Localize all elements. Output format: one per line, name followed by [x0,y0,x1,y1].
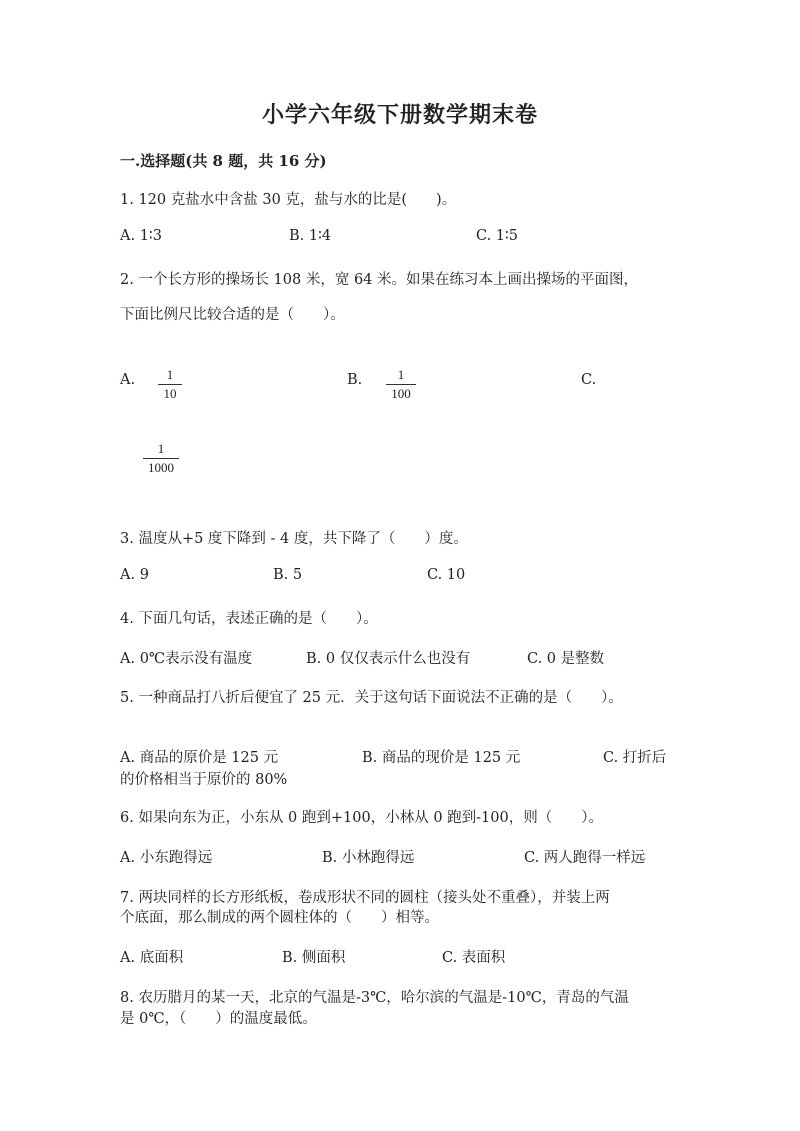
question-6-option-c: C. 两人跑得一样远 [524,850,646,866]
fraction-one-tenth [158,367,182,403]
question-2-option-a: A. [120,372,136,388]
question-7-stem-line-1: 7. 两块同样的长方形纸板，卷成形状不同的圆柱（接头处不重叠），并装上两 [120,890,610,906]
question-2-stem-line-1: 2. 一个长方形的操场长 108 米，宽 64 米。如果在练习本上画出操场的平面图， [120,272,639,288]
question-7-option-c: C. 表面积 [442,950,506,966]
question-5-option-c-continued: 的价格相当于原价的 80% [120,772,288,788]
question-8-stem-line-2: 是 0℃，（ ）的温度最低。 [120,1011,317,1027]
question-7-option-b: B. 侧面积 [282,950,346,966]
question-7-option-a: A. 底面积 [120,950,184,966]
question-5-option-b: B. 商品的现价是 125 元 [362,750,521,766]
fraction-bar [158,384,182,385]
question-3-option-a: A. 9 [120,567,149,583]
question-2-option-b: B. [347,372,363,388]
fraction-one-hundredth [386,367,416,403]
fraction-numerator: 1 [157,441,165,456]
fraction-bar [143,458,179,459]
question-1-option-b: B. 1∶4 [289,228,332,244]
fraction-bar [386,384,416,385]
page-title: 小学六年级下册数学期末卷 [261,102,538,128]
question-4-option-c: C. 0 是整数 [527,651,605,667]
section-heading: 一.选择题(共 8 题，共 16 分) [120,152,327,170]
question-1-option-c: C. 1∶5 [476,228,519,244]
question-6-option-b: B. 小林跑得远 [322,850,415,866]
question-3-option-c: C. 10 [427,567,466,583]
fraction-denominator: 10 [163,386,177,402]
fraction-one-thousandth [143,441,179,477]
question-2-option-c: C. [581,372,597,388]
question-5-stem: 5. 一种商品打八折后便宜了 25 元．关于这句话下面说法不正确的是（ ）。 [120,690,623,706]
fraction-numerator: 1 [397,367,405,382]
question-6-stem: 6. 如果向东为正，小东从 0 跑到+100，小林从 0 跑到-100，则（ ）。 [120,810,603,826]
question-1-option-a: A. 1∶3 [120,228,162,244]
question-4-option-a: A. 0℃表示没有温度 [120,651,253,667]
question-5-option-c: C. 打折后 [603,750,667,766]
question-4-stem: 4. 下面几句话，表述正确的是（ ）。 [120,611,378,627]
question-8-stem-line-1: 8. 农历腊月的某一天，北京的气温是-3℃，哈尔滨的气温是-10℃，青岛的气温 [120,990,629,1006]
question-6-option-a: A. 小东跑得远 [120,850,213,866]
question-3-option-b: B. 5 [273,567,303,583]
question-5-option-a: A. 商品的原价是 125 元 [120,750,279,766]
question-4-option-b: B. 0 仅仅表示什么也没有 [306,651,471,667]
question-1-stem: 1. 120 克盐水中含盐 30 克，盐与水的比是( )。 [120,192,457,208]
fraction-denominator: 1000 [148,460,174,476]
fraction-numerator: 1 [166,367,174,382]
question-7-stem-line-2: 个底面，那么制成的两个圆柱体的（ ）相等。 [120,910,439,926]
question-2-stem-line-2: 下面比例尺比较合适的是（ ）。 [120,307,345,323]
fraction-denominator: 100 [391,386,411,402]
question-3-stem: 3. 温度从+5 度下降到 - 4 度，共下降了（ ）度。 [120,531,468,547]
